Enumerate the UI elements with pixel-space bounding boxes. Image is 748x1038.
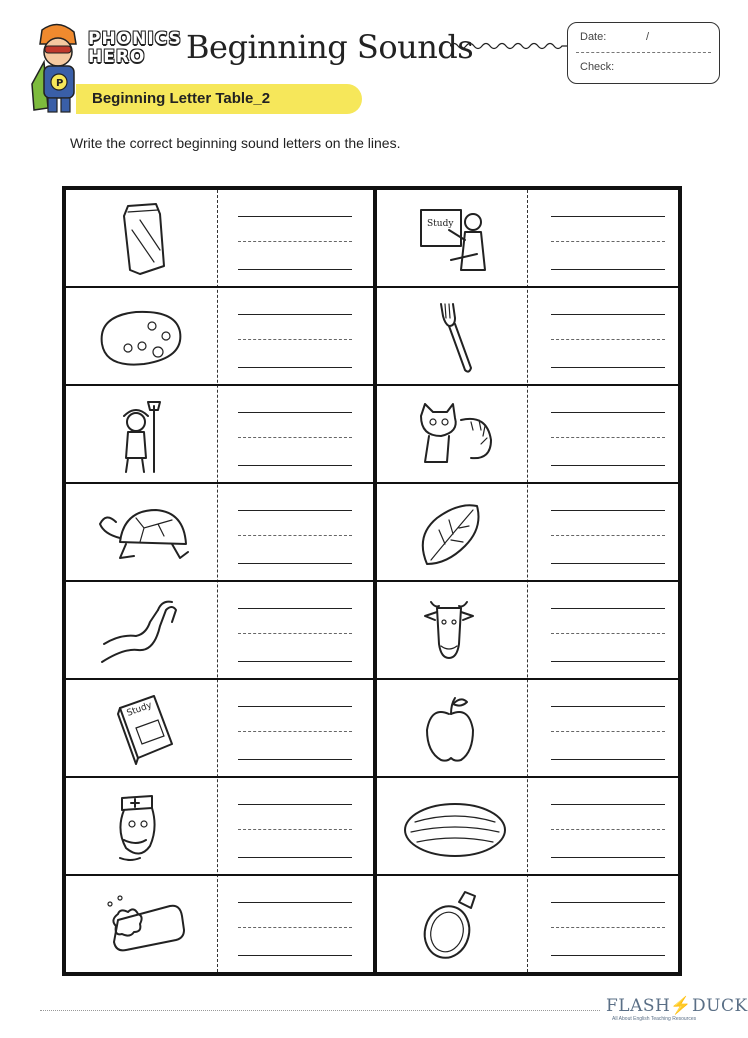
cookie-icon (80, 298, 204, 376)
answer-line[interactable] (551, 510, 665, 511)
ring-icon (391, 886, 515, 964)
guide-line (551, 339, 665, 340)
brand-line2: HERO (88, 47, 146, 67)
answer-lines[interactable] (238, 484, 352, 580)
guide-line (551, 241, 665, 242)
guide-line (551, 633, 665, 634)
turtle-icon (80, 494, 204, 572)
answer-line[interactable] (238, 955, 352, 956)
footer-brand-left: FLASH (606, 996, 671, 1016)
table-row (377, 582, 682, 678)
answer-line[interactable] (551, 955, 665, 956)
nurse-icon (80, 788, 204, 866)
answer-line[interactable] (551, 759, 665, 760)
answer-lines[interactable] (551, 778, 665, 874)
answer-line[interactable] (551, 465, 665, 466)
answer-lines[interactable] (551, 288, 665, 384)
answer-lines[interactable] (551, 582, 665, 678)
answer-line[interactable] (238, 759, 352, 760)
squiggle-divider-icon (450, 40, 568, 52)
answer-line[interactable] (551, 314, 665, 315)
date-divider (576, 52, 711, 53)
table-row (66, 582, 373, 678)
answer-line[interactable] (238, 510, 352, 511)
beginning-letter-table (62, 186, 682, 976)
page-title: Beginning Sounds (186, 28, 474, 66)
guide-line (238, 633, 352, 634)
table-row (66, 484, 373, 580)
answer-line[interactable] (238, 269, 352, 270)
banner-title: Beginning Letter Table_2 (92, 90, 271, 107)
brand-line1: PHONICS (88, 29, 182, 49)
answer-lines[interactable] (551, 386, 665, 482)
watermelon-icon (391, 788, 515, 866)
footer-brand-logo (606, 996, 748, 1016)
guide-line (238, 829, 352, 830)
footer-brand-right: DUCK (692, 996, 748, 1016)
worksheet-banner (76, 84, 362, 114)
answer-line[interactable] (238, 563, 352, 564)
svg-text:P: P (56, 78, 64, 89)
fork-icon (391, 298, 515, 376)
answer-lines[interactable] (551, 680, 665, 776)
footer-tagline: All About English Teaching Resources (612, 1016, 697, 1022)
answer-line[interactable] (551, 216, 665, 217)
table-row (377, 288, 682, 384)
guide-line (238, 731, 352, 732)
sweeper-boy-icon (80, 396, 204, 474)
guide-line (238, 535, 352, 536)
guide-line (551, 927, 665, 928)
table-row (377, 778, 682, 874)
guide-line (238, 339, 352, 340)
answer-line[interactable] (238, 857, 352, 858)
check-label: Check: (580, 61, 615, 73)
table-row (377, 386, 682, 482)
table-row (66, 288, 373, 384)
date-separator: / (646, 31, 650, 43)
instruction-text: Write the correct beginning sound letters on the lines. (70, 135, 401, 151)
guide-line (551, 829, 665, 830)
date-check-box (567, 22, 720, 84)
answer-line[interactable] (551, 563, 665, 564)
lightning-icon: ⚡ (670, 996, 693, 1016)
table-row (66, 680, 373, 776)
answer-line[interactable] (238, 465, 352, 466)
cow-icon (391, 592, 515, 670)
answer-lines[interactable] (238, 680, 352, 776)
answer-line[interactable] (551, 608, 665, 609)
table-row (66, 876, 373, 972)
answer-line[interactable] (238, 608, 352, 609)
answer-line[interactable] (238, 314, 352, 315)
raccoon-icon (391, 396, 515, 474)
guide-line (238, 927, 352, 928)
answer-lines[interactable] (238, 386, 352, 482)
answer-line[interactable] (238, 661, 352, 662)
answer-lines[interactable] (238, 582, 352, 678)
table-row (377, 680, 682, 776)
book-icon (80, 690, 204, 768)
table-row (377, 484, 682, 580)
guide-line (551, 731, 665, 732)
arm-icon (80, 592, 204, 670)
table-row (66, 190, 373, 286)
chip-bag-icon (80, 200, 204, 278)
date-label: Date: (580, 31, 607, 43)
answer-line[interactable] (238, 706, 352, 707)
brand-logo (88, 30, 180, 72)
answer-line[interactable] (238, 412, 352, 413)
answer-line[interactable] (551, 661, 665, 662)
book-cover-text: Study (125, 700, 154, 719)
leaf-icon (391, 494, 515, 572)
teacher-icon (391, 200, 515, 278)
answer-line[interactable] (238, 216, 352, 217)
answer-line[interactable] (238, 804, 352, 805)
answer-line[interactable] (551, 857, 665, 858)
answer-lines[interactable] (238, 876, 352, 972)
answer-lines[interactable] (551, 876, 665, 972)
answer-line[interactable] (238, 367, 352, 368)
answer-line[interactable] (551, 412, 665, 413)
table-row (377, 876, 682, 972)
answer-line[interactable] (551, 804, 665, 805)
table-row (66, 386, 373, 482)
answer-lines[interactable] (238, 190, 352, 286)
answer-line[interactable] (238, 902, 352, 903)
answer-lines[interactable] (238, 778, 352, 874)
apple-icon (391, 690, 515, 768)
guide-line (238, 437, 352, 438)
answer-line[interactable] (551, 269, 665, 270)
answer-line[interactable] (551, 367, 665, 368)
footer-dotted-line (40, 1010, 600, 1011)
guide-line (551, 535, 665, 536)
answer-line[interactable] (551, 902, 665, 903)
answer-lines[interactable] (238, 288, 352, 384)
answer-lines[interactable] (551, 484, 665, 580)
guide-line (238, 241, 352, 242)
table-row (66, 778, 373, 874)
answer-lines[interactable] (551, 190, 665, 286)
soap-icon (80, 886, 204, 964)
guide-line (551, 437, 665, 438)
table-row (377, 190, 682, 286)
board-text: Study (427, 219, 454, 229)
answer-line[interactable] (551, 706, 665, 707)
